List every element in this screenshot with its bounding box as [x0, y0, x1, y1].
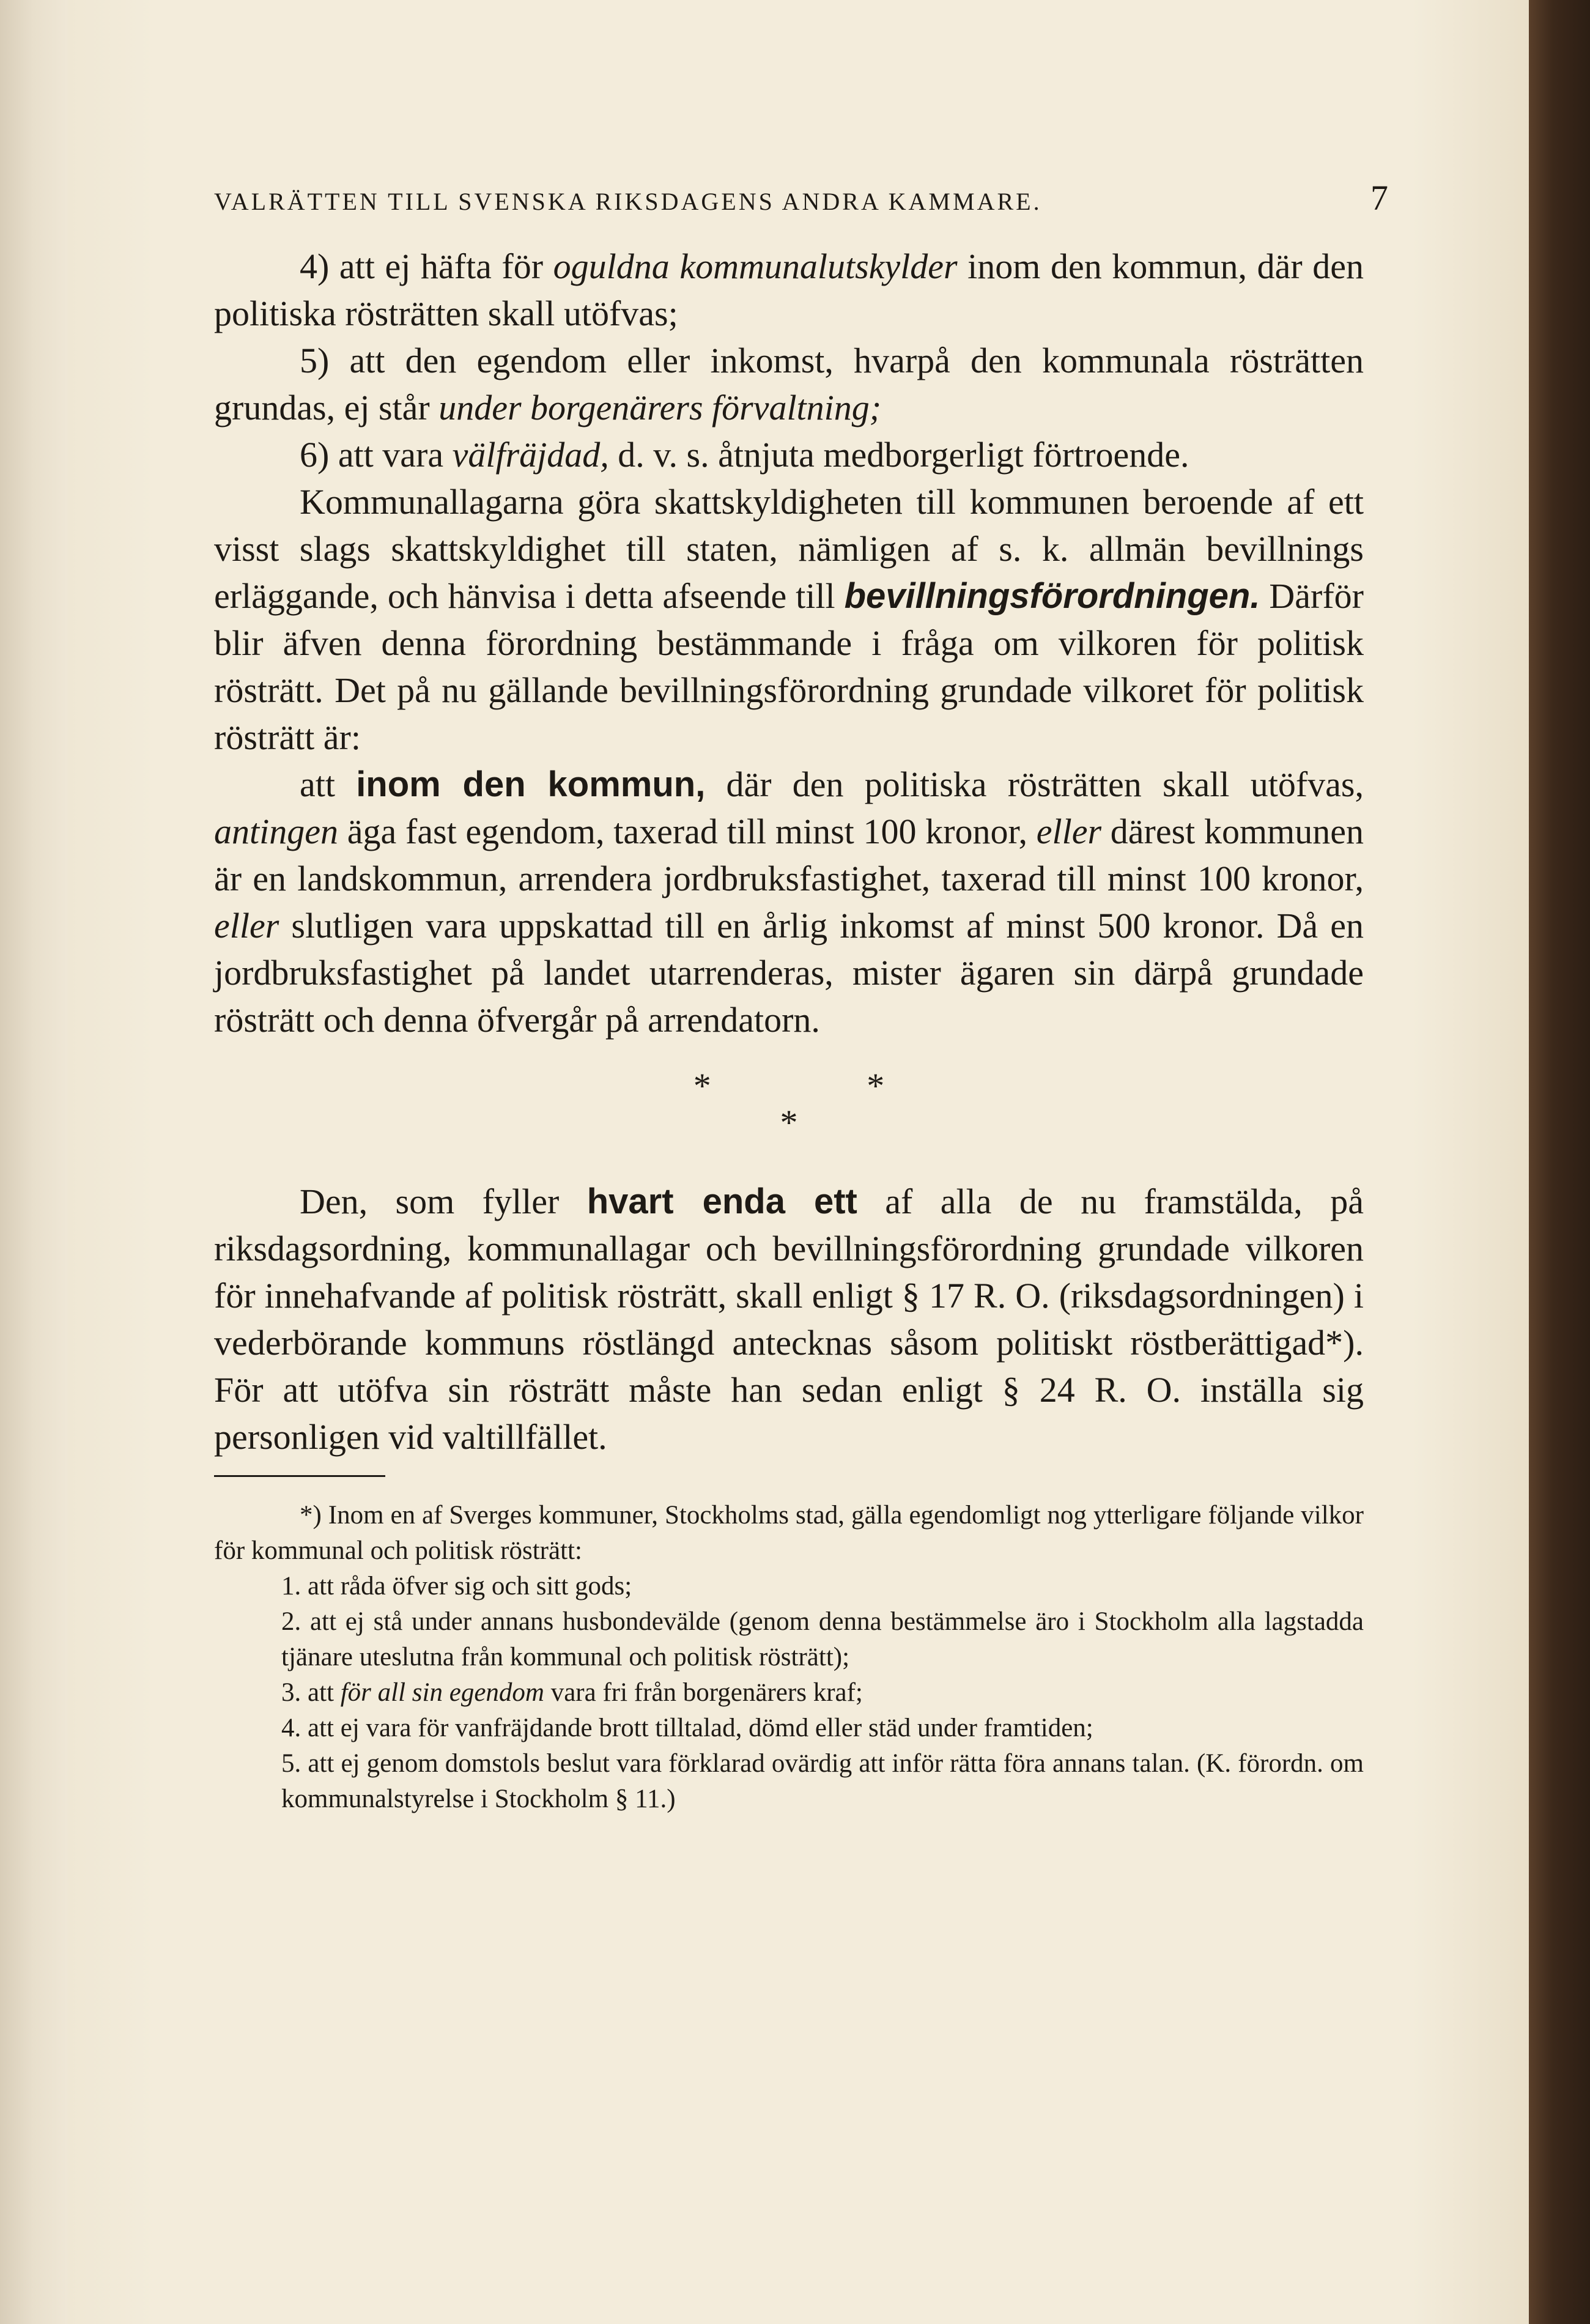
binding-gutter — [0, 0, 67, 2324]
section-asterism — [214, 1068, 1364, 1141]
page-text — [214, 177, 1388, 1817]
paragraph-vilkoret: att inom den kommun, där den politiska rösträtten skall utöfvas, antingen äga fast egendom, taxerad till minst 100 kronor, eller därest kommunen är en landskommun, arrendera jordbruksfastighet, taxerad till minst 100 kronor, eller slutligen vara uppskattad till en årlig inkomst af minst 500 kronor. Då en jordbruksfastighet på landet utarrenderas, mister ägaren sin därpå grundade rösträtt och denna öfvergår på arrendatorn. — [214, 764, 1364, 1040]
condition-5: 5) att den egendom eller inkomst, hvarpå den kommunala rösträtten grundas, ej står under borgenärers förvaltning; — [214, 341, 1364, 427]
footnote-item-3: 3. att för all sin egendom vara fri från borgenärers kraf; — [281, 1678, 863, 1707]
paragraph-den-som-fyller: Den, som fyller hvart enda ett af alla de nu framstälda, på riksdagsordning, kommunallagar och bevillningsförordning grundade vilkoren för innehafvande af politisk rösträtt, skall enligt § 17 R. O. (riksdagsordningen) i vederbörande kommuns röstlängd antecknas såsom politiskt röstberättigad*). För att utöfva sin rösträtt måste han sedan enligt § 24 R. O. inställa sig personligen vid valtillfället. — [214, 1182, 1364, 1457]
asterism-top: * * — [693, 1066, 958, 1106]
page-number: 7 — [1370, 178, 1388, 218]
footnote-item-4: 4. att ej vara för vanfräjdande brott tilltalad, dömd eller städ under framtiden; — [281, 1714, 1093, 1742]
asterism-bottom: * — [780, 1103, 798, 1142]
condition-6: 6) att vara välfräjdad, d. v. s. åtnjuta medborgerligt förtroende. — [300, 435, 1189, 475]
footnote-item-5: 5. att ej genom domstols beslut vara förklarad ovärdig att inför rätta föra annans talan. (K. förordn. om kommunalstyrelse i Stockholm § 11.) — [281, 1749, 1364, 1813]
condition-4: 4) att ej häfta för oguldna kommunalutskylder inom den kommun, där den politiska rösträtten skall utöfvas; — [214, 246, 1364, 333]
running-title: VALRÄTTEN TILL SVENSKA RIKSDAGENS ANDRA KAMMARE. — [214, 188, 1042, 215]
running-header — [214, 177, 1388, 218]
footnote-item-2: 2. att ej stå under annans husbondevälde (genom denna bestämmelse äro i Stockholm alla lagstadda tjänare uteslutna från kommunal och politisk rösträtt); — [281, 1607, 1364, 1671]
footnote-rule — [214, 1475, 385, 1477]
footnote-intro: *) Inom en af Sverges kommuner, Stockholms stad, gälla egendomligt nog ytterligare följande vilkor för kommunal och politisk rösträtt: — [214, 1501, 1364, 1565]
book-page — [67, 0, 1529, 2324]
footnote — [214, 1498, 1364, 1817]
footnote-item-1: 1. att råda öfver sig och sitt gods; — [281, 1572, 632, 1601]
main-text — [214, 243, 1364, 1460]
paragraph-kommunallagarna: Kommunallagarna göra skattskyldigheten till kommunen beroende af ett visst slags skattskyldighet till staten, nämligen af s. k. allmän bevillnings erläggande, och hänvisa i detta afseende till bevillningsförordningen. Därför blir äfven denna förordning bestämmande i fråga om vilkoren för politisk rösträtt. Det på nu gällande bevillningsförordning grundade vilkoret för politisk rösträtt är: — [214, 482, 1364, 757]
book-cover-edge — [1529, 0, 1590, 2324]
